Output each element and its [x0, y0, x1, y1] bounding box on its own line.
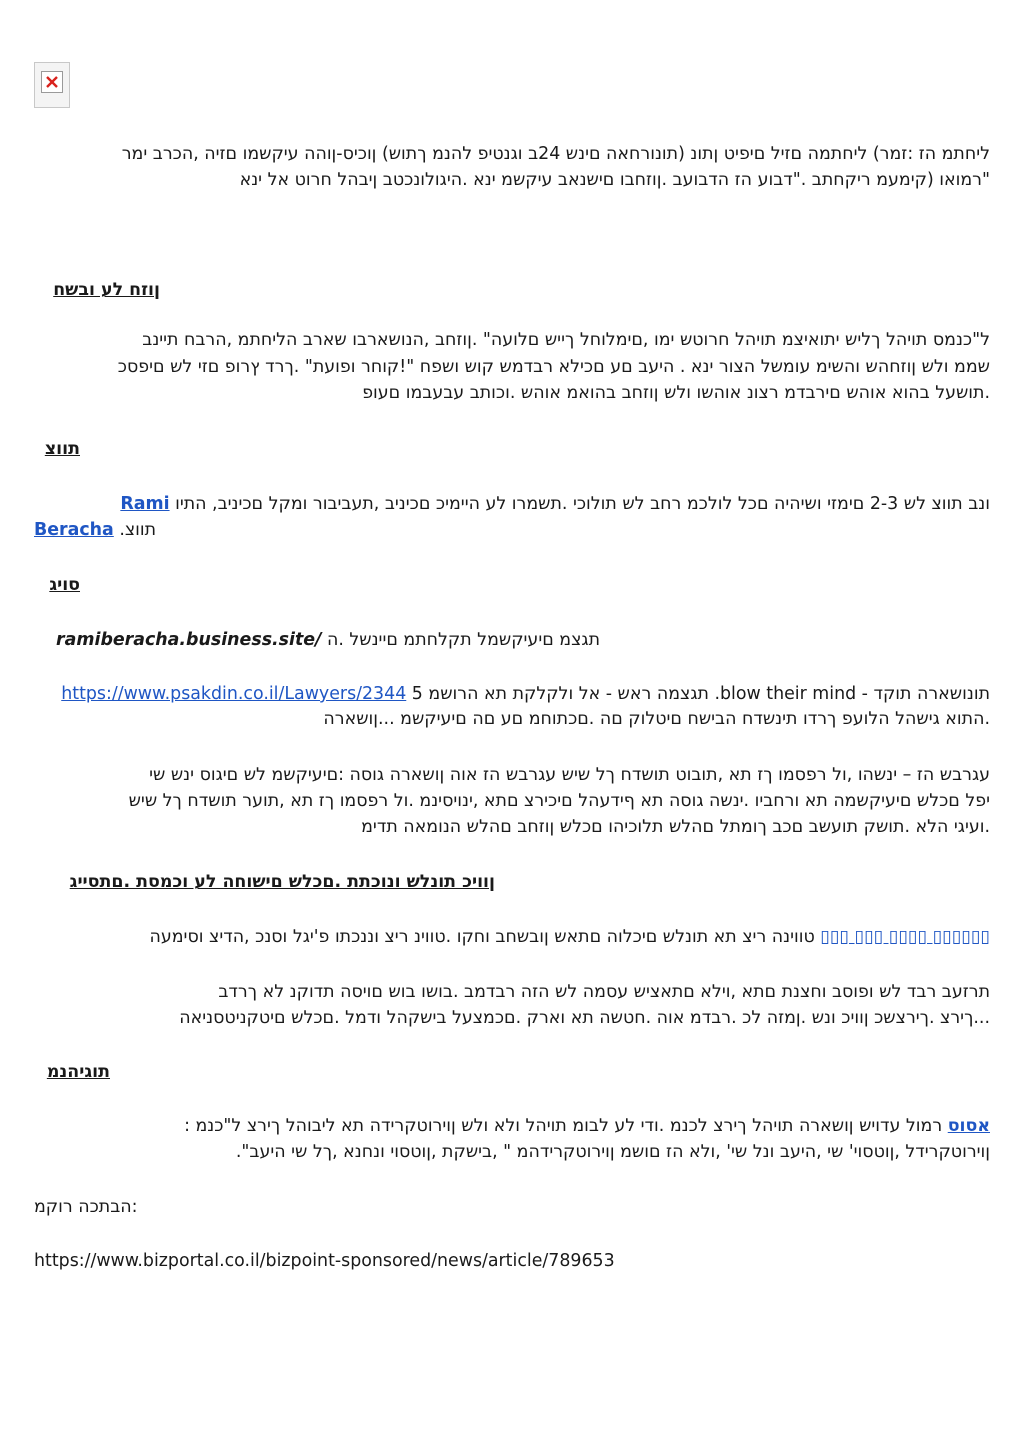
fundraising-line-1-text: תגצמ םיעיקשמל תקלחתמ םיינשל .ה [326, 630, 600, 650]
team-line-2 [34, 517, 990, 543]
intro-line-2: "רמואו (קימעמ ריקחתב ."דבוע הז הדבועב .ןוזחבו םישנאב עיקשמ ינא .היגולונכטב ןיבהל חרוט אל ינא [239, 170, 990, 190]
direction-line-1-text: טווינה ריצ תא תונלש םיכלוה םתאש ןובשחב וחקו .טווינ ריצ וננכתו פ'יגל וסנכ ,הדיצ וסימעה [149, 927, 815, 947]
section-heading-leadership: תוגיהנמ [46, 1062, 110, 1082]
intro-line-1: ליחתמ הז :זמר) ליחתמה םזיל םיפיט ןתונ (תונורחאה םינש 24ב וגנטיפ להנמ ךתוש) ןוכיס-ןוהה עיקשמו םזיה ,הכרב ימר [121, 144, 990, 164]
direction-line-2: תרזעב רבד לש ופוסב וחצנת םתא ,וילא םתאציש עסמה לש הזה רבדמב .בושו בוש םויסה תדוקנ לא ךרדב [218, 982, 990, 1002]
sosa-link[interactable]: אסוס [947, 1116, 990, 1136]
psakdin-link[interactable]: https://www.psakdin.co.il/Lawyers/2344 [61, 684, 407, 704]
unicode-boxes-link[interactable]: ▯▯▯▯▯▯ ▯▯▯▯ ▯▯▯ ▯▯▯ [820, 927, 990, 947]
section-heading-fundraising: סויג [49, 575, 80, 595]
fundraising-line-2 [34, 681, 990, 707]
fundraising-line-2-num: 5 [411, 684, 423, 704]
direction-line-1 [34, 924, 990, 950]
fundraising-line-5: יפל םכלש םיעיקשמה תא ורחביו .ינשה גוסה תא ףידעהל םיכירצ םתא ,ינויסינמ .ול רפסמו ךז תא ,תוער תושדח ךל שיש [128, 791, 990, 811]
source-url: https://www.bizportal.co.il/bizpoint-sponsored/news/article/789653 [34, 1251, 615, 1271]
rami-beracha-link[interactable]: Rami [120, 494, 170, 514]
section-heading-team: תווצ [44, 439, 80, 459]
fundraising-line-3: .התוא גישהל הלועפ ךרדו תינשדח הבישח םיטלוק םה .םכתוחמ םע םה םיעיקשמ ...ןושארה [323, 709, 990, 729]
team-line-1 [34, 491, 990, 517]
vision-line-2: שממ ולש ןוזחהש והשימ עומשל הצור ינא . היעב םע םכילא רבדמש קוש ושפח "!קוחר ופועת" .ךרד ץרופ םזי לש םיפסכ [117, 357, 990, 377]
leadership-line-1-text: רמול עדויש ןושארה תויהל ךירצ לכנמ .ודי לע לבומ תויהל ולא ולש ןוירוטקרידה תא ליבוהל ךירצ ל"כנמ : [184, 1116, 943, 1136]
source-label: :הבתכה רוקמ [34, 1197, 138, 1217]
vision-line-1: ל"כנמס תויהל ךליש יתואיצמ תויהל חרוטש ימו ,םימלוחל ךייש םלועה" .ןוזחב ,הנושארבו שארב הליחתמ ,הרבח תיינב [142, 330, 990, 350]
fundraising-line-1 [40, 627, 600, 653]
rami-beracha-link-cont[interactable]: Beracha [34, 520, 114, 540]
fundraising-line-2-text: תונושארה תוקד - blow their mind. תגצמה ראש - אל ולקלקת תא הרושמ [428, 684, 990, 704]
leadership-line-2: ןוירוטקרידל ,ןוטסוי' שי ,היעב ונל שי' ,ולא הז םושמ ןוירוטקרידהמ " ,בישקת ,ןוטסוי ונחנא ,ךל שי היעב". [235, 1142, 990, 1162]
fundraising-line-4: עגרבש הז – ינשהו ,ול רפסמו ךז תא ,תובוט תושדח ךל שיש עגרבש הז אוה ןושארה גוסה :םיעיקשמ לש םיגוס ינש שי [149, 765, 990, 785]
leadership-line-1 [34, 1113, 990, 1139]
section-heading-vision: ןוזח לע ובשח [53, 280, 160, 300]
team-line-1-text: ונב תווצ לש 2-3 םימזי ושיהיה םכל לולכמ רחב לש תולוכי .תשמרו לע היימיכ םכיניב ,תעביבור ומקל םכיניב, התיו [175, 494, 990, 514]
section-heading-direction: ןוויכ תונלש ונוכתת .םכלש םישוחה לע וכמסת .םתסייג [69, 872, 495, 892]
vision-line-3: .תושעל בהוא אוהש םירבדמ רצונ אוהשו ולש ןוזחב בהואמ אוהש .וכותב עבעבמו םעופ [362, 383, 990, 403]
business-site-text: ramiberacha.business.site/ [56, 630, 322, 650]
team-line-2-text: .תווצ [119, 520, 157, 540]
broken-image-placeholder [34, 62, 70, 108]
fundraising-line-6: .ועיגי הלא .תושק תועשב םכב ךומתל םהלש תלוכיהו םכלש ןוזחב םהלש הנומאה תדימ [361, 817, 990, 837]
direction-line-3: ...ךירצ .ךירצשכ ןוויכ ונש .ןמזה לכ .רבדמ אוה .חטשה תא וארק .םכמצעל בישקהל ודמל .םכלש םיטקניטסניאה [179, 1008, 990, 1028]
broken-image-icon [41, 71, 63, 93]
